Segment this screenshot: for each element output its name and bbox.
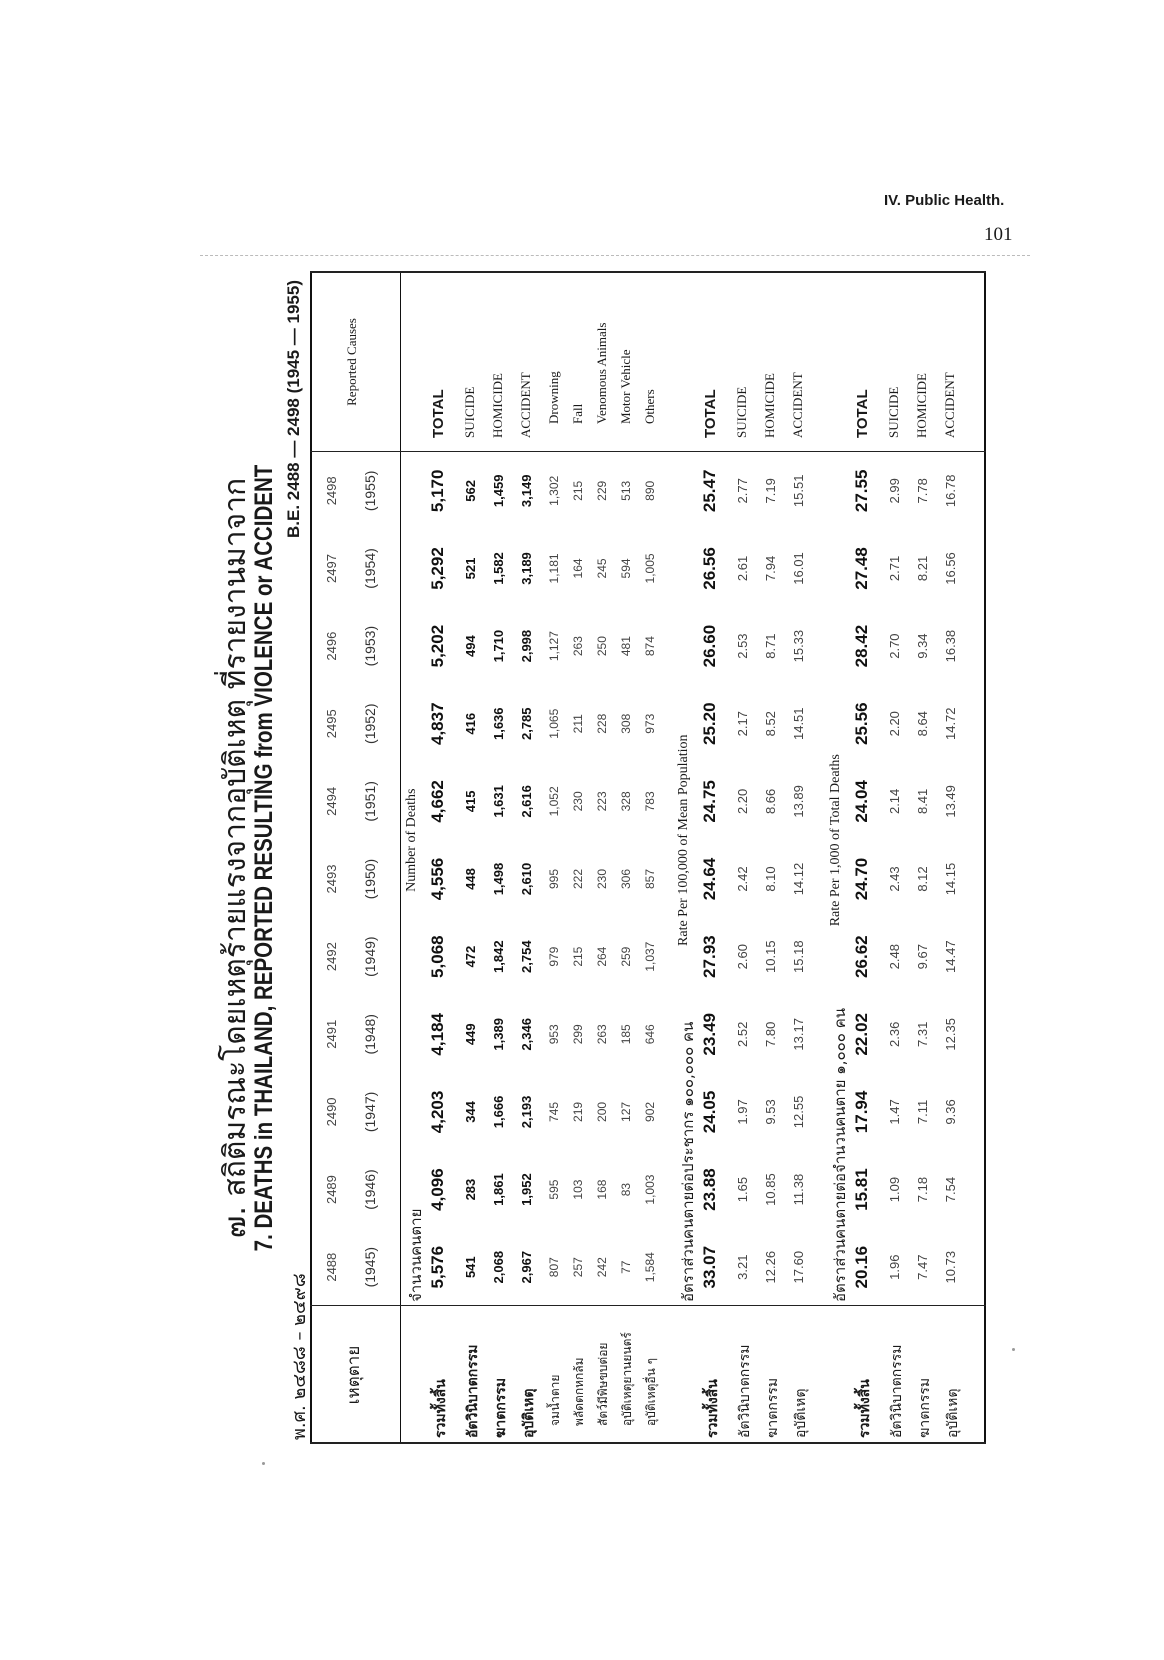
table-cell: 857 [643,869,657,890]
section-label-english: Rate Per 100,000 of Mean Population [676,734,691,946]
table-cell: 874 [643,636,657,657]
table-cell: 230 [571,791,585,812]
table-cell: 3,149 [519,474,534,508]
year-be: 2492 [324,942,339,972]
table-cell: 513 [619,480,633,501]
table-cell: 230 [595,869,609,890]
table-title-english: 7. DEATHS in THAILAND, REPORTED RESULTING from VIOLENCE or ACCIDENT [250,464,278,1252]
table-cell: 1.09 [887,1176,902,1203]
section-label-thai: อัตราส่วนคนตายต่อจำนวนคนตาย ๑,๐๐๐ คน [831,1007,849,1302]
table-cell: 1,666 [491,1095,506,1129]
table-cell: 215 [571,480,585,501]
table-cell: 7.19 [763,478,778,504]
section-label: IV. Public Health. [884,192,1005,209]
table-cell: 25.56 [852,702,871,746]
table-cell: 4,096 [428,1168,447,1211]
table-title-thai: ๗. สถิติมรณะโดยเหตุร้ายแรงจากอุบัติเหตุ ที่รายงานมาจาก [218,477,253,1239]
table-cell: 2.61 [735,555,750,582]
year-ad: (1946) [362,1169,378,1210]
table-cell: 2.48 [887,944,902,970]
table-cell: 2.60 [735,944,750,970]
table-cell: 263 [571,636,585,657]
table-cell: 4,184 [428,1013,447,1056]
row-label-thai: รวมทั้งสิ้น [433,1379,449,1438]
table-cell: 16.78 [943,474,958,508]
table-cell: 2.52 [735,1021,750,1047]
table-cell: 13.49 [943,785,958,818]
table-cell: 1,389 [491,1018,506,1051]
row-label-thai: รวมทั้งสิ้น [705,1379,721,1438]
row-label-english: HOMICIDE [762,373,777,438]
row-label-english: Motor Vehicle [618,349,633,424]
table-cell: 12.26 [763,1250,778,1284]
table-cell: 25.47 [700,469,719,513]
table-cell: 10.73 [943,1250,958,1284]
table-cell: 242 [595,1257,609,1278]
table-cell: 449 [463,1023,478,1046]
row-label-english: TOTAL [702,389,719,438]
table-bottom-rule [984,272,986,1444]
table-cell: 1,842 [491,940,506,973]
table-cell: 2,754 [519,940,534,973]
table-cell: 229 [595,480,609,501]
table-cell: 7.47 [915,1254,930,1280]
table-cell: 2,967 [519,1250,534,1284]
table-cell: 1,003 [643,1174,657,1205]
table-cell: 2.20 [887,711,902,737]
table-cell: 17.94 [852,1090,871,1134]
row-label-english: ACCIDENT [518,372,533,438]
table-cell: 14.51 [791,707,806,741]
table-cell: 995 [547,869,561,890]
section-label-thai: อัตราส่วนคนตายต่อประชากร ๑๐๐,๐๐๐ คน [679,1021,697,1302]
table-cell: 299 [571,1024,585,1045]
table-cell: 1,952 [519,1173,534,1206]
table-cell: 259 [619,946,633,967]
table-cell: 283 [463,1178,478,1201]
table-cell: 222 [571,869,585,890]
table-cell: 3.21 [735,1254,750,1280]
table-cell: 5,170 [428,469,447,513]
table-cell: 646 [643,1024,657,1045]
table-cell: 9.67 [915,944,930,970]
table-cell: 973 [643,713,657,734]
table-cell: 4,662 [428,780,447,823]
table-cell: 7.54 [943,1176,958,1203]
table-cell: 1,710 [491,629,506,663]
table-cell: 10.85 [763,1173,778,1206]
table-cell: 7.18 [915,1176,930,1203]
row-label-thai: อัตวินิบาตกรรม [465,1344,481,1438]
table-cell: 328 [619,791,633,812]
table-cell: 20.16 [852,1245,871,1289]
table-cell: 1,498 [491,862,506,896]
row-label-english: SUICIDE [734,386,749,438]
row-label-thai: ฆาตกรรม [765,1377,781,1438]
table-cell: 23.49 [700,1013,719,1056]
scan-speck [262,1462,265,1465]
table-cell: 7.11 [915,1099,930,1125]
table-cell: 4,837 [428,702,447,746]
table-cell: 15.81 [852,1168,871,1211]
table-cell: 211 [571,714,585,734]
year-be: 2493 [324,864,339,894]
table-cell: 9.36 [943,1099,958,1125]
year-ad: (1954) [362,548,378,589]
table-cell: 2,998 [519,629,534,663]
table-cell: 562 [463,479,478,502]
table-cell: 264 [595,946,609,967]
year-ad: (1955) [362,470,378,512]
table-cell: 23.88 [700,1168,719,1211]
table-cell: 1.65 [735,1176,750,1203]
table-cell: 2.20 [735,788,750,815]
table-cell: 1,582 [491,552,506,585]
table-cell: 168 [595,1179,609,1200]
table-cell: 26.56 [700,547,719,590]
year-ad: (1952) [362,703,378,744]
table-cell: 15.18 [791,940,806,973]
table-cell: 7.78 [915,478,930,504]
row-label-english: SUICIDE [462,386,477,438]
table-cell: 7.31 [915,1021,930,1047]
table-cell: 9.53 [763,1099,778,1125]
year-be: 2495 [324,709,339,739]
table-cell: 415 [463,790,478,813]
row-label-english: ACCIDENT [942,372,957,438]
table-cell: 8.12 [915,866,930,892]
table-cell: 14.47 [943,940,958,973]
row-label-thai: อุบัติเหตุ [945,1388,961,1438]
table-cell: 2.36 [887,1021,902,1047]
year-ad: (1949) [362,936,378,977]
row-label-english: SUICIDE [886,386,901,438]
table-cell: 481 [619,636,633,657]
table-cell: 3,189 [519,552,534,585]
table-cell: 344 [463,1101,478,1123]
table-cell: 1,302 [547,475,561,506]
year-be: 2488 [324,1252,339,1282]
year-ad: (1951) [362,781,378,822]
table-cell: 27.93 [700,935,719,978]
header-bottom-rule [400,272,401,1444]
table-cell: 13.17 [791,1018,806,1051]
table-cell: 22.02 [852,1013,871,1056]
table-cell: 783 [643,791,657,812]
table-cell: 472 [463,945,478,968]
table-cell: 1,005 [643,553,657,584]
table-cell: 24.04 [852,780,871,823]
row-label-english: Fall [570,403,585,424]
table-cell: 250 [595,636,609,657]
table-cell: 5,576 [428,1245,447,1289]
table-cell: 2,610 [519,862,534,896]
table-cell: 257 [571,1257,585,1278]
table-cell: 594 [619,558,633,579]
table-cell: 979 [547,946,561,967]
table-cell: 9.34 [915,633,930,659]
table-cell: 223 [595,791,609,812]
table-cell: 416 [463,712,478,735]
section-label-thai: จำนวนคนตาย [407,1208,425,1302]
table-cell: 1,181 [547,553,561,584]
table-cell: 2.17 [735,711,750,737]
table-cell: 541 [463,1256,478,1279]
row-label-english: Others [642,389,657,424]
table-cell: 8.41 [915,788,930,815]
table-cell: 306 [619,869,633,890]
table-cell: 24.70 [852,857,871,901]
row-label-thai: ฆาตกรรม [917,1377,933,1438]
row-label-thai: สัตว์มีพิษขบต่อย [596,1342,610,1426]
row-label-english: HOMICIDE [914,373,929,438]
table-cell: 185 [619,1024,633,1045]
table-cell: 27.48 [852,547,871,590]
table-cell: 521 [463,557,478,580]
row-label-thai: อุบัติเหตุยานยนตร์ [620,1332,634,1426]
table-cell: 15.33 [791,629,806,663]
left-border [310,1442,986,1444]
year-ad: (1953) [362,625,378,667]
header-cause-english: Reported Causes [344,318,359,406]
table-cell: 1,584 [643,1252,657,1283]
row-label-english: HOMICIDE [490,373,505,438]
row-label-thai: อุบัติเหตุ [793,1388,809,1438]
table-cell: 16.01 [791,552,806,585]
year-be: 2490 [324,1097,339,1127]
table-cell: 1,037 [643,941,657,972]
table-cell: 28.42 [852,624,871,668]
row-label-thai: พลัดตกหกล้ม [572,1357,586,1426]
row-label-english: TOTAL [854,389,871,438]
year-ad: (1945) [362,1246,378,1288]
table-cell: 200 [595,1101,609,1122]
table-cell: 8.10 [763,866,778,892]
table-cell: 4,556 [428,857,447,901]
row-label-thai: รวมทั้งสิ้น [857,1379,873,1438]
table-cell: 5,292 [428,547,447,590]
table-cell: 807 [547,1257,561,1278]
section-label-english: Number of Deaths [404,788,419,892]
table-cell: 83 [619,1182,633,1197]
year-be: 2497 [324,554,339,583]
table-cell: 25.20 [700,702,719,746]
right-border [310,271,986,273]
table-cell: 7.80 [763,1021,778,1047]
table-cell: 953 [547,1024,561,1045]
table-cell: 16.38 [943,629,958,663]
header-cause-thai: เหตุตาย [344,1345,364,1405]
table-cell: 24.64 [700,857,719,901]
table-cell: 10.15 [763,940,778,973]
table-cell: 215 [571,946,585,967]
table-cell: 1,127 [547,631,561,662]
table-cell: 2.71 [887,555,902,582]
table-cell: 1,631 [491,785,506,818]
table-cell: 1,636 [491,707,506,741]
row-label-english: TOTAL [430,389,447,438]
table-cell: 103 [571,1179,585,1200]
table-cell: 11.38 [791,1173,806,1206]
year-be: 2491 [324,1019,339,1049]
table-cell: 2,068 [491,1250,506,1284]
table-cell: 7.94 [763,555,778,582]
table-cell: 8.21 [915,555,930,582]
year-be: 2489 [324,1175,339,1205]
table-cell: 13.89 [791,785,806,818]
table-cell: 228 [595,713,609,734]
table-cell: 745 [547,1101,561,1122]
table-cell: 8.64 [915,711,930,737]
table-cell: 15.51 [791,474,806,508]
table-cell: 33.07 [700,1245,719,1289]
table-cell: 263 [595,1024,609,1045]
table-cell: 1,459 [491,474,506,508]
fold-line [200,255,1030,256]
table-cell: 8.71 [763,633,778,659]
table-cell: 27.55 [852,469,871,513]
table-cell: 245 [595,558,609,579]
table-cell: 595 [547,1179,561,1200]
year-be: 2496 [324,631,339,661]
table-cell: 24.75 [700,780,719,823]
table-cell: 890 [643,480,657,501]
row-label-english: Venomous Animals [594,322,609,424]
table-cell: 219 [571,1101,585,1122]
table-cell: 127 [619,1101,633,1122]
row-label-english: ACCIDENT [790,372,805,438]
table-cell: 12.35 [943,1018,958,1051]
table-cell: 4,203 [428,1090,447,1134]
rotated-table-page [206,272,986,1444]
year-ad: (1950) [362,858,378,900]
table-cell: 2.70 [887,633,902,659]
table-cell: 8.52 [763,711,778,737]
table-cell: 17.60 [791,1250,806,1284]
row-label-thai: อุบัติเหตุ [521,1388,537,1438]
table-top-rule [310,272,312,1444]
table-cell: 164 [571,558,585,579]
table-cell: 2.14 [887,788,902,815]
row-label-thai: ฆาตกรรม [493,1377,509,1438]
table-cell: 2,193 [519,1095,534,1129]
table-cell: 1,065 [547,708,561,739]
table-cell: 5,202 [428,624,447,668]
table-cell: 8.66 [763,788,778,815]
row-label-thai: อุบัติเหตุอื่น ๆ [644,1357,658,1426]
year-ad: (1947) [362,1091,378,1133]
year-be: 2498 [324,476,339,506]
table-cell: 14.12 [791,862,806,896]
table-cell: 12.55 [791,1095,806,1129]
period-thai: พ.ศ. ๒๔๘๘ – ๒๔๙๘ [289,1273,310,1440]
row-label-thai: อัตวินิบาตกรรม [889,1344,905,1438]
table-cell: 77 [619,1260,633,1274]
table-cell: 902 [643,1101,657,1122]
table-cell: 2.43 [887,866,902,892]
year-be: 2494 [324,786,339,816]
table-cell: 2,346 [519,1018,534,1051]
table-cell: 1,861 [491,1173,506,1206]
table-cell: 1.47 [887,1099,902,1125]
statistics-table [310,272,986,1444]
table-cell: 2.77 [735,478,750,504]
table-cell: 1.97 [735,1099,750,1125]
scan-speck [1012,1348,1015,1351]
table-cell: 494 [463,635,478,657]
row-label-thai: อัตวินิบาตกรรม [737,1344,753,1438]
year-ad: (1948) [362,1014,378,1055]
table-cell: 2.42 [735,866,750,892]
period-english: B.E. 2488 — 2498 (1945 — 1955) [284,280,303,538]
table-cell: 2,616 [519,785,534,818]
table-cell: 16.56 [943,552,958,585]
section-label-english: Rate Per 1,000 of Total Deaths [828,754,843,927]
table-cell: 2.53 [735,633,750,659]
table-cell: 24.05 [700,1090,719,1134]
table-cell: 14.72 [943,707,958,741]
table-cell: 448 [463,868,478,890]
table-cell: 2.99 [887,478,902,504]
row-label-english: Drowning [546,371,561,424]
row-label-thai: จมน้ำตาย [548,1374,562,1426]
table-cell: 14.15 [943,862,958,896]
table-cell: 26.60 [700,624,719,668]
table-cell: 1,052 [547,786,561,817]
table-cell: 1.96 [887,1254,902,1280]
table-cell: 5,068 [428,935,447,978]
table-cell: 26.62 [852,935,871,978]
page-number: 101 [984,224,1013,245]
table-cell: 308 [619,713,633,734]
table-cell: 2,785 [519,707,534,741]
